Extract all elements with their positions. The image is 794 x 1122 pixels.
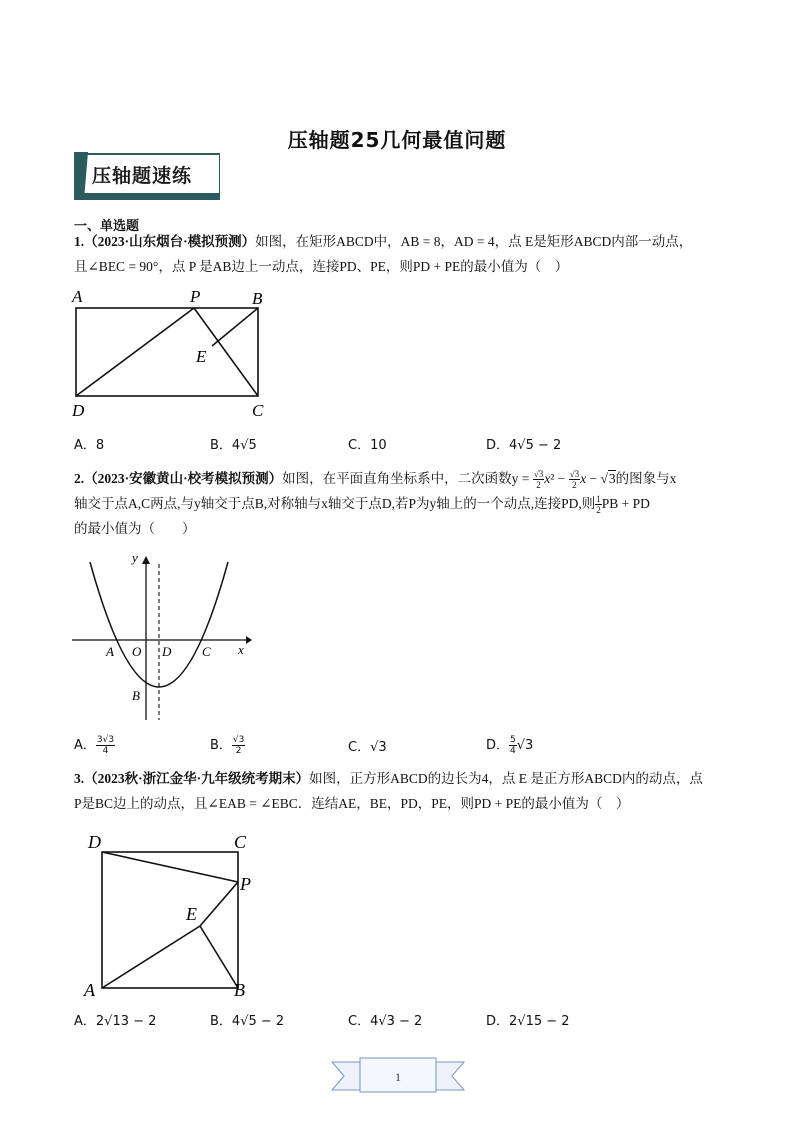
option-d[interactable]: D．2√15 − 2 — [486, 1014, 570, 1029]
label-P: P — [190, 287, 201, 306]
question-text: PB + PD — [601, 496, 650, 511]
question-number: 3. — [74, 771, 85, 786]
option-d[interactable]: D． $\frac{5}{4}$ √3 — [486, 735, 534, 756]
banner-label: 压轴题速练 — [92, 165, 193, 187]
question-number: 2. — [74, 471, 85, 486]
option-d[interactable]: D．4√5 − 2 — [486, 438, 562, 453]
question-source: （2023·山东烟台·模拟预测） — [84, 234, 256, 249]
label-E: E — [186, 904, 197, 924]
question-text: 轴交于点A,C两点,与y轴交于点B,对称轴与x轴交于点D,若P为y轴上的一个动点,连接PD,则 — [74, 496, 596, 511]
section-banner — [74, 152, 220, 202]
quadratic-expression: $\frac{√3}{2}$ x² − $\frac{√3}{2}$ x − √3 — [533, 469, 616, 491]
label-B: B — [132, 688, 140, 703]
label-B: B — [234, 980, 245, 998]
fraction-half: $\frac{1}{2}$ — [596, 494, 601, 516]
page-number: 1 — [395, 1070, 401, 1084]
question-text: 如图，正方形ABCD的边长为4，点 E 是正方形ABCD内的动点，点 — [309, 771, 703, 786]
option-c[interactable]: C．4√3 − 2 — [348, 1014, 423, 1029]
option-c[interactable]: C．10 — [348, 438, 387, 453]
figure-square — [80, 828, 270, 998]
section-heading: 一、单选题 — [74, 219, 140, 234]
label-A: A — [106, 644, 114, 659]
question-text: 如图，在矩形ABCD中，AB = 8，AD = 4，点 E是矩形ABCD内部一动点， — [255, 234, 693, 249]
question-number: 1. — [74, 234, 85, 249]
question-source: （2023·安徽黄山·校考模拟预测） — [84, 471, 283, 486]
page-title: 压轴题25几何最值问题 — [287, 128, 507, 152]
label-A: A — [84, 980, 95, 998]
label-C: C — [252, 401, 264, 418]
option-a[interactable]: A．2√13 − 2 — [74, 1014, 157, 1029]
question-2 — [74, 466, 724, 541]
question-source: （2023秋·浙江金华·九年级统考期末） — [84, 771, 310, 786]
label-D: D — [88, 832, 101, 852]
option-a[interactable]: A．8 — [74, 438, 105, 453]
label-O: O — [132, 644, 142, 659]
figure-parabola — [66, 550, 256, 726]
figure-rectangle — [66, 286, 286, 418]
label-D: D — [72, 401, 85, 418]
question-text: 的图象与x — [615, 471, 677, 486]
option-c[interactable]: C．√3 — [348, 740, 387, 755]
question-1 — [74, 229, 724, 279]
label-C: C — [234, 832, 247, 852]
label-D: D — [162, 644, 172, 659]
page-number-ribbon — [330, 1054, 466, 1096]
label-y: y — [132, 550, 138, 565]
label-A: A — [72, 287, 83, 306]
question-text: 且∠BEC = 90°，点 P 是AB边上一动点，连接PD、PE，则PD + PE的最小值为（ ） — [74, 259, 569, 274]
label-x: x — [238, 642, 244, 657]
option-b[interactable]: B．4√5 − 2 — [210, 1014, 285, 1029]
label-P: P — [240, 874, 251, 894]
label-E: E — [196, 347, 207, 366]
option-a[interactable]: A． $\frac{3√3}{4}$ — [74, 735, 115, 756]
question-3 — [74, 766, 724, 816]
question-text: P是BC边上的动点，且∠EAB = ∠EBC．连结AE，BE，PD，PE，则PD + PE的最小值为（ ） — [74, 796, 630, 811]
question-text: 的最小值为（ ） — [74, 521, 196, 536]
option-b[interactable]: B． $\frac{√3}{2}$ — [210, 735, 245, 756]
label-C: C — [202, 644, 211, 659]
question-text: 如图，在平面直角坐标系中，二次函数y = — [282, 471, 530, 486]
option-b[interactable]: B．4√5 — [210, 438, 257, 453]
label-B: B — [252, 289, 263, 308]
